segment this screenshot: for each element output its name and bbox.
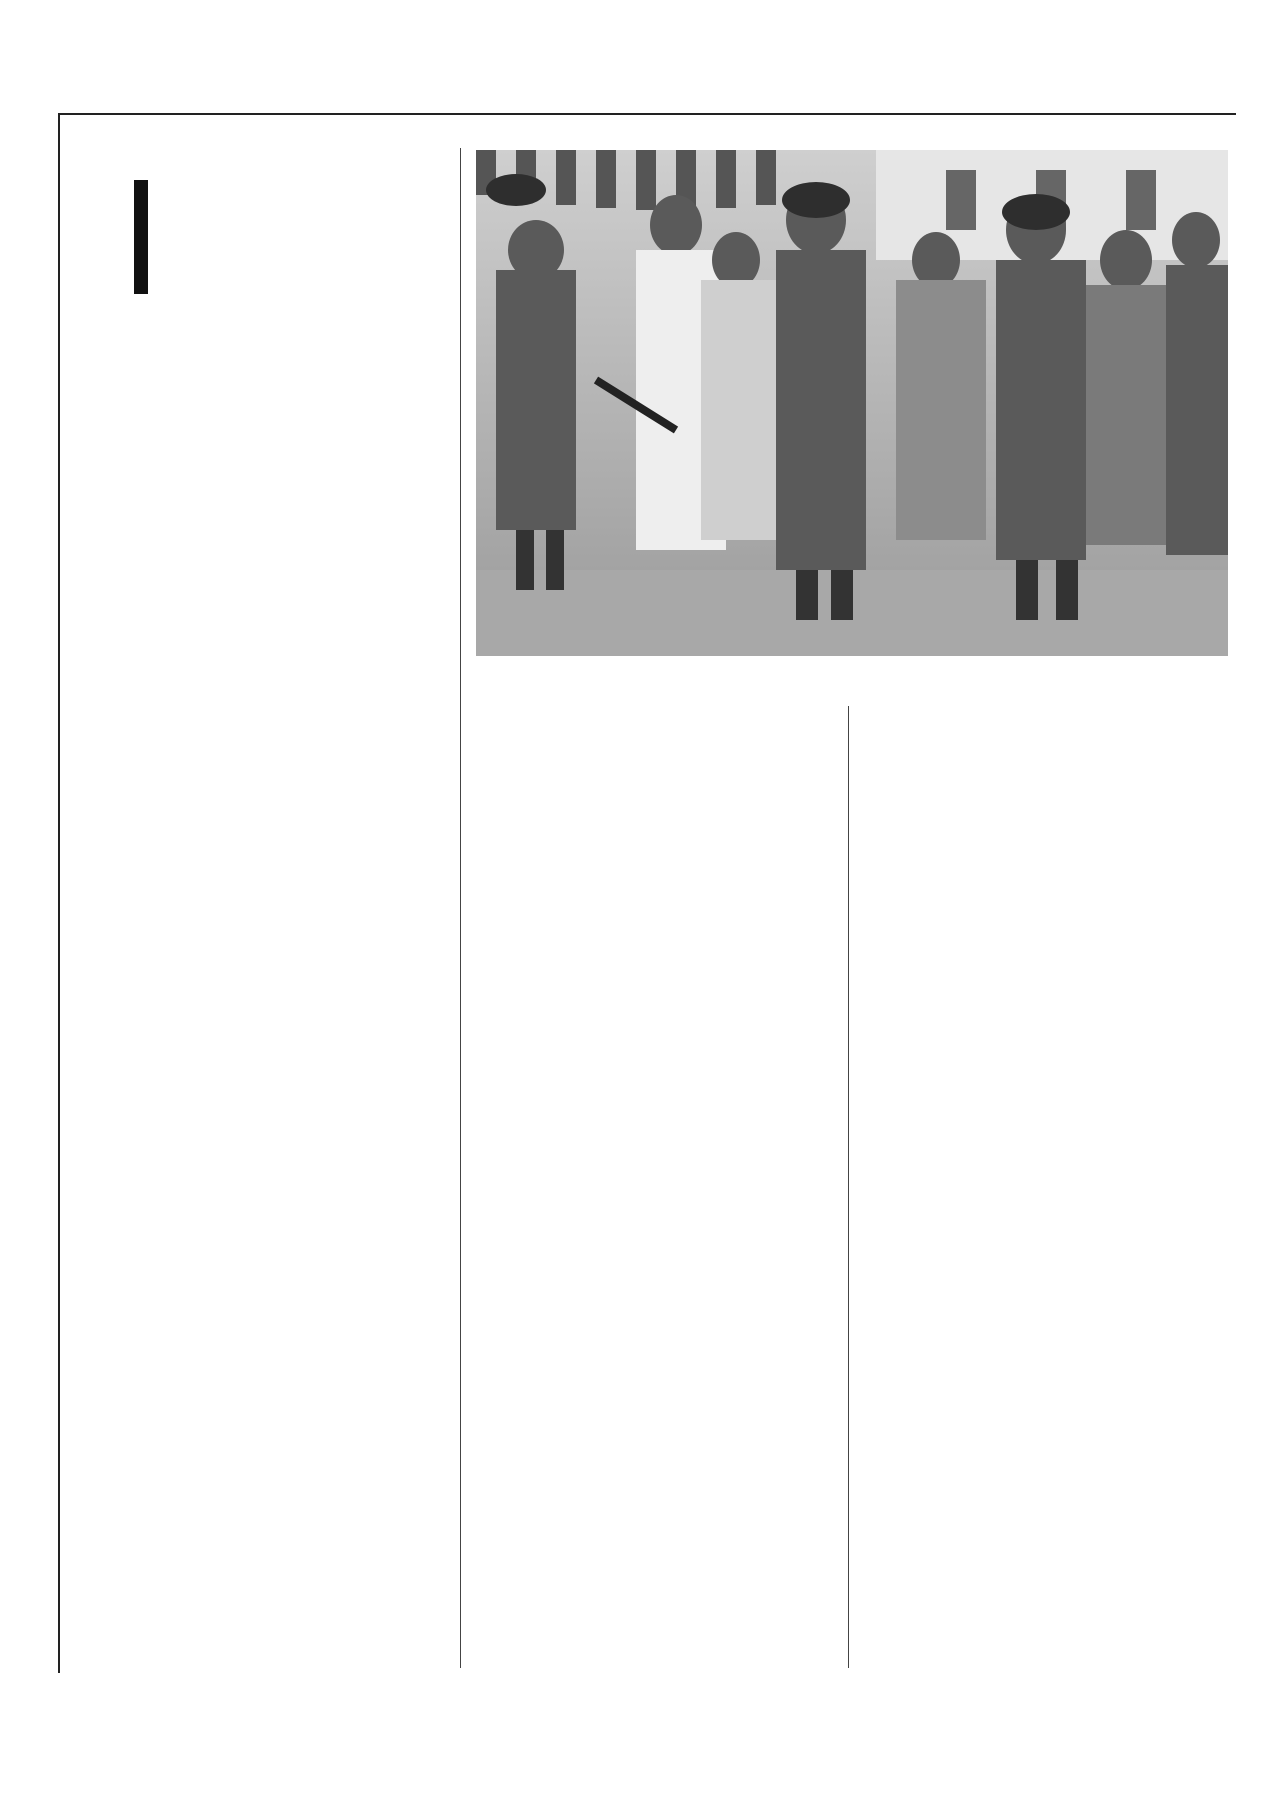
dropcap-mark xyxy=(134,180,148,294)
crowd-photo-illustration xyxy=(476,150,1228,656)
column-divider-right xyxy=(848,706,849,1668)
news-photo xyxy=(476,150,1228,656)
left-column xyxy=(88,148,441,168)
column-divider-left xyxy=(460,148,461,1668)
